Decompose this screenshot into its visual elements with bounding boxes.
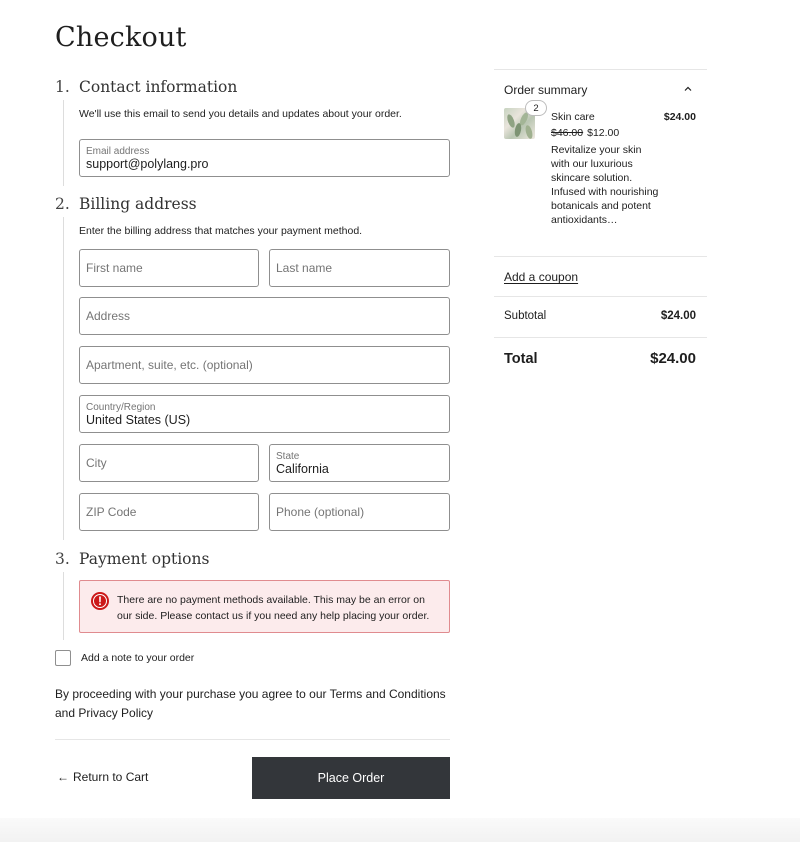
payment-error-notice xyxy=(79,580,450,633)
state-label: State xyxy=(276,451,300,462)
zip-field[interactable] xyxy=(79,493,259,531)
country-select[interactable] xyxy=(79,395,450,433)
page-bottom-edge xyxy=(0,818,800,842)
city-field[interactable] xyxy=(79,444,259,482)
contact-heading: Contact information xyxy=(79,78,238,96)
payment-heading: Payment options xyxy=(79,550,210,568)
summary-divider xyxy=(494,337,707,338)
email-value: support@polylang.pro xyxy=(86,157,209,171)
phone-field[interactable] xyxy=(269,493,450,531)
state-value: California xyxy=(276,462,329,476)
order-note-label[interactable]: Add a note to your order xyxy=(81,652,195,664)
item-sale-price: $12.00 xyxy=(587,127,620,139)
state-select[interactable] xyxy=(269,444,450,482)
payment-error-text: There are no payment methods available. This may be an error on our side. Please contact us if you need any help placing your order. xyxy=(117,594,430,622)
last-name-placeholder: Last name xyxy=(276,261,333,275)
address-field[interactable] xyxy=(79,297,450,335)
summary-divider xyxy=(494,256,707,257)
payment-section-heading xyxy=(55,550,209,568)
quantity-badge: 2 xyxy=(525,100,547,116)
step-number: 2. xyxy=(55,195,70,213)
summary-divider xyxy=(494,296,707,297)
subtotal-label: Subtotal xyxy=(504,310,547,322)
billing-description: Enter the billing address that matches your payment method. xyxy=(79,225,363,237)
step-number: 1. xyxy=(55,78,70,96)
step-rail xyxy=(63,572,64,640)
contact-section-heading xyxy=(55,78,237,96)
country-value: United States (US) xyxy=(86,413,191,427)
total-label: Total xyxy=(504,351,538,367)
zip-placeholder: ZIP Code xyxy=(86,505,137,519)
step-rail xyxy=(63,100,64,186)
page-title: Checkout xyxy=(55,22,187,53)
item-description: Revitalize your skin with our luxurious skincare solution. Infused with nourishing botanicals and potent antioxidants… xyxy=(551,144,659,226)
return-to-cart-label: Return to Cart xyxy=(73,770,149,784)
terms-text: By proceeding with your purchase you agree to our Terms and Conditions and Privacy Policy xyxy=(55,687,446,720)
chevron-up-icon[interactable] xyxy=(684,85,692,93)
billing-section-heading xyxy=(55,195,197,213)
error-icon: ! xyxy=(91,592,109,610)
return-to-cart-link[interactable] xyxy=(57,770,148,784)
step-rail xyxy=(63,217,64,540)
email-label: Email address xyxy=(86,146,150,157)
item-prices xyxy=(551,127,619,139)
email-field[interactable] xyxy=(79,139,450,177)
apartment-field[interactable] xyxy=(79,346,450,384)
last-name-field[interactable] xyxy=(269,249,450,287)
first-name-placeholder: First name xyxy=(86,261,143,275)
add-coupon-link[interactable]: Add a coupon xyxy=(504,270,579,284)
subtotal-value: $24.00 xyxy=(660,310,696,322)
item-name: Skin care xyxy=(551,111,595,123)
city-placeholder: City xyxy=(86,456,107,470)
summary-divider xyxy=(494,69,707,70)
step-number: 3. xyxy=(55,550,70,568)
address-placeholder: Address xyxy=(86,309,131,323)
place-order-button[interactable]: Place Order xyxy=(252,757,450,799)
actions-divider xyxy=(55,739,450,740)
total-value: $24.00 xyxy=(650,350,696,367)
first-name-field[interactable] xyxy=(79,249,259,287)
item-regular-price: $46.00 xyxy=(551,127,584,139)
apartment-placeholder: Apartment, suite, etc. (optional) xyxy=(86,358,253,372)
order-note-checkbox[interactable] xyxy=(55,650,71,666)
arrow-left-icon: ← xyxy=(57,770,69,784)
contact-description: We'll use this email to send you details and updates about your order. xyxy=(79,108,402,120)
item-line-total: $24.00 xyxy=(663,111,696,123)
phone-placeholder: Phone (optional) xyxy=(276,505,365,519)
order-summary-title[interactable]: Order summary xyxy=(504,83,588,97)
billing-heading: Billing address xyxy=(79,195,197,213)
country-label: Country/Region xyxy=(86,402,156,413)
